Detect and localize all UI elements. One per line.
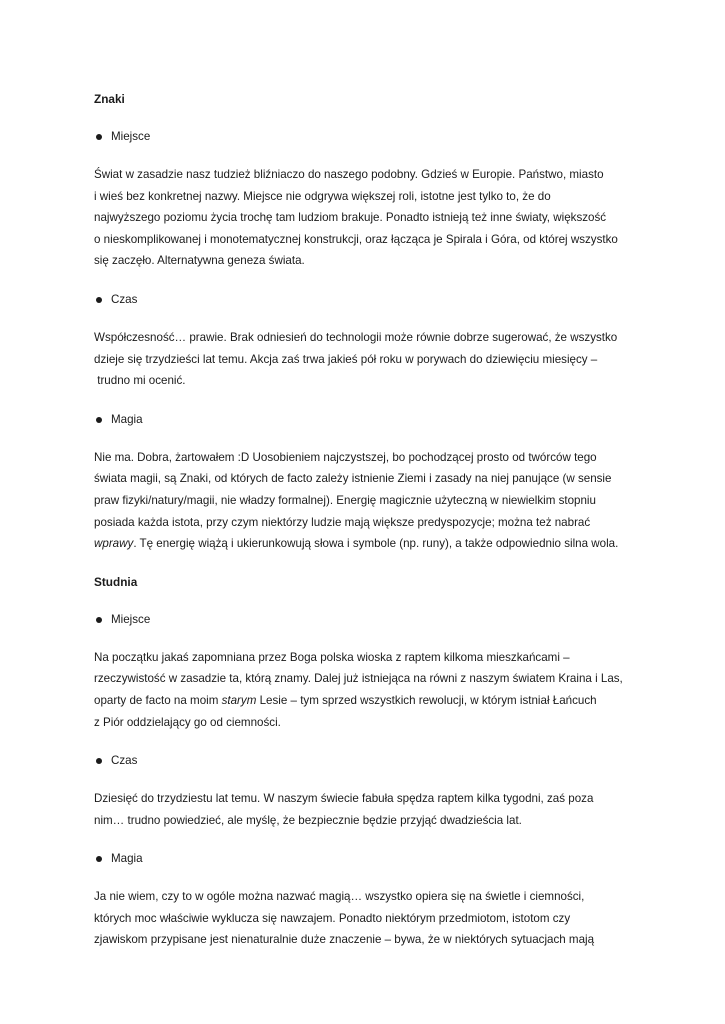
paragraph-line: Dziesięć do trzydziestu lat temu. W naszym świecie fabuła spędza raptem kilka tygodni, zaś poza [94,792,594,806]
paragraph-line: Ja nie wiem, czy to w ogóle można nazwać magią… wszystko opiera się na świetle i ciemności, [94,890,585,904]
bullet-label: Miejsce [111,130,151,143]
bullet-dot-icon [96,856,102,862]
italic-word: starym [221,693,257,707]
bullet-item [94,409,639,430]
paragraph-line: praw fizyki/natury/magii, nie władzy formalnej). Energię magicznie użyteczną w niewielkim stopniu [94,493,596,507]
paragraph-line: których moc właściwie wyklucza się nawzajem. Ponadto niektórym przedmiotom, istotom czy [94,911,571,925]
paragraph-line: zjawiskom przypisane jest nienaturalnie duże znaczenie – bywa, że w niektórych sytuacjach mają [94,933,595,947]
paragraph [94,327,639,392]
paragraph-line: Świat w zasadzie nasz tudzież bliźniaczo do naszego podobny. Gdzieś w Europie. Państwo, miasto [94,168,604,181]
bullet-item [94,289,639,310]
bullet-label: Magia [111,412,143,426]
section-heading: Znaki [94,92,125,106]
paragraph-line: nim… trudno powiedzieć, ale myślę, że bezpiecznie będzie przyjąć dwadzieścia lat. [94,813,522,827]
paragraph [94,447,639,555]
paragraph-line: świata magii, są Znaki, od których de facto zależy istnienie Ziemi i zasady na niej panujące (w sensie [94,472,612,486]
bullet-label: Czas [111,292,138,306]
paragraph-line: Na początku jakaś zapomniana przez Boga polska wioska z raptem kilkoma mieszkańcami – [94,650,570,664]
bullet-dot-icon [96,134,102,140]
bullet-item [94,126,639,147]
bullet-item [94,750,639,771]
paragraph-line: rzeczywistość w zasadzie ta, którą znamy. Dalej już istniejąca na równi z naszym światem Kraina i Las, [94,672,623,686]
line-rest: . Tę energię wiążą i ukierunkowują słowa i symbole (np. runy), a także odpowiednio silna wola. [133,537,619,551]
paragraph-line [94,690,639,712]
section-heading: Studnia [94,574,138,589]
paragraph-line [94,533,639,555]
bullet-dot-icon [96,758,102,764]
line-start: oparty de facto na moim [94,693,222,707]
italic-word: wprawy [94,537,134,551]
paragraph-line: Nie ma. Dobra, żartowałem :D Uosobieniem najczystszej, bo pochodzącej prosto od twórców tego [94,450,597,464]
paragraph-line: się zaczęło. Alternatywna geneza świata. [94,254,305,268]
paragraph-line: o nieskomplikowanej i monotematycznej konstrukcji, oraz łącząca je Spirala i Góra, od której wszystko [94,232,618,246]
bullet-dot-icon [96,417,102,423]
bullet-dot-icon [96,297,102,303]
paragraph [94,647,639,733]
paragraph-line: i wieś bez konkretnej nazwy. Miejsce nie odgrywa większej roli, istotne jest tylko to, że do [94,189,551,203]
bullet-label: Miejsce [111,612,151,626]
bullet-dot-icon [96,617,102,623]
paragraph-line: trudno mi ocenić. [94,374,186,388]
paragraph-line: najwyższego poziomu życia trochę tam ludziom brakuje. Ponadto istnieją też inne światy, większość [94,211,607,225]
paragraph-line: dzieje się trzydzieści lat temu. Akcja zaś trwa jakieś pół roku w porywach do dziewięciu miesięcy – [94,352,598,366]
paragraph-line: posiada każda istota, przy czym niektórzy ludzie mają większe predyspozycje; można też nabrać [94,515,591,529]
paragraph [94,788,639,831]
bullet-item [94,609,639,630]
document-body [94,89,639,968]
line-rest: Lesie – tym sprzed wszystkich rewolucji, w którym istniał Łańcuch [256,693,597,707]
paragraph-line: Współczesność… prawie. Brak odniesień do technologii może równie dobrze sugerować, że wszystko [94,330,618,344]
bullet-item [94,848,639,869]
bullet-label: Magia [111,852,143,866]
paragraph-line: z Piór oddzielający go od ciemności. [94,715,281,729]
paragraph [94,886,639,951]
paragraph [94,164,639,272]
bullet-label: Czas [111,754,138,768]
